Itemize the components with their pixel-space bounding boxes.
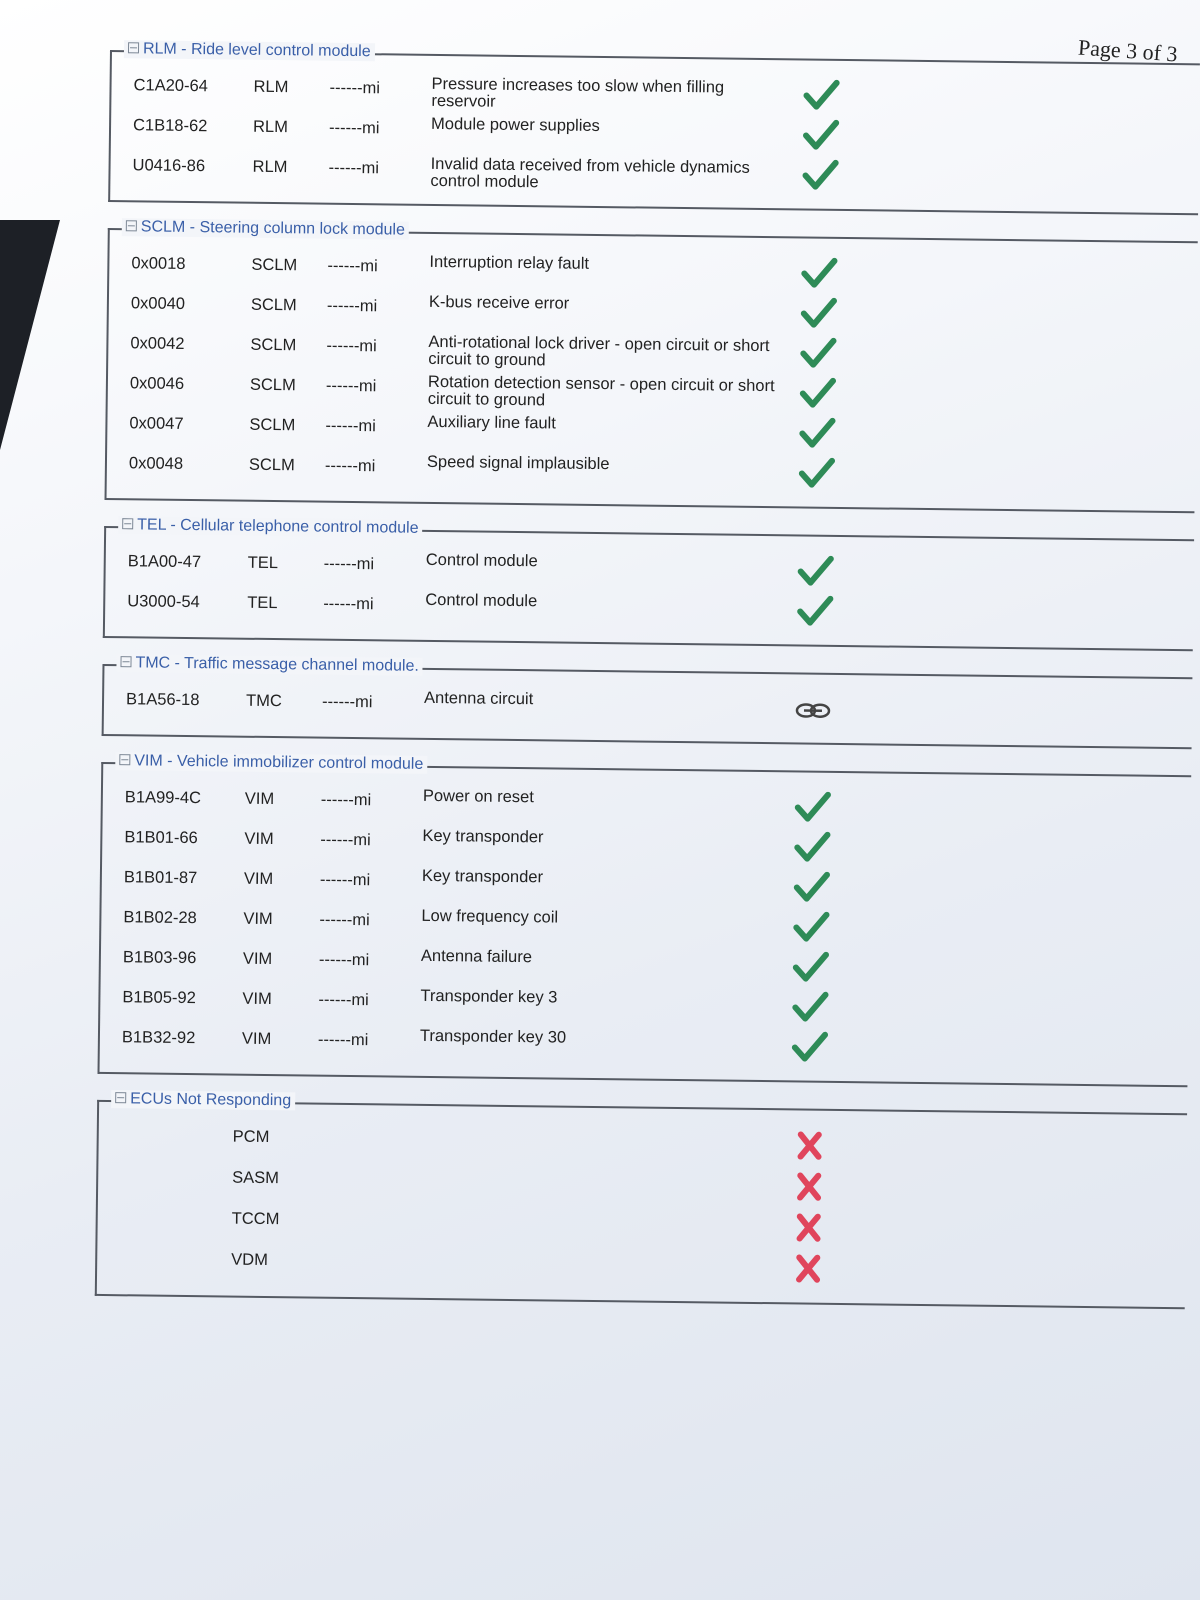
ecu-name: TCCM xyxy=(231,1209,280,1229)
check-icon xyxy=(792,830,832,866)
module-section xyxy=(97,752,1191,1087)
fault-code: B1B02-28 xyxy=(123,908,197,928)
section-title xyxy=(118,516,423,538)
fault-description: Speed signal implausible xyxy=(426,452,610,474)
collapse-icon xyxy=(126,220,137,231)
fault-description: Interruption relay fault xyxy=(429,252,590,273)
fault-code: B1B05-92 xyxy=(122,988,196,1008)
mileage: ------mi xyxy=(317,1030,369,1050)
fault-code: U3000-54 xyxy=(127,592,200,612)
section-title xyxy=(116,654,423,676)
module-name: TMC xyxy=(245,691,282,711)
check-icon xyxy=(795,554,835,590)
mileage: ------mi xyxy=(326,336,377,356)
module-name: RLM xyxy=(252,157,288,177)
fault-code: 0x0018 xyxy=(131,254,186,273)
mileage: ------mi xyxy=(320,830,371,850)
mileage: ------mi xyxy=(325,376,377,396)
fault-description: Antenna circuit xyxy=(423,688,534,709)
link-icon xyxy=(794,692,834,728)
section-title-text: SCLM - Steering column lock module xyxy=(140,218,406,239)
fault-code: U0416-86 xyxy=(132,156,206,176)
fault-code: 0x0047 xyxy=(129,414,184,433)
collapse-icon xyxy=(128,42,139,53)
mileage: ------mi xyxy=(328,158,380,178)
check-icon xyxy=(799,256,839,292)
mileage: ------mi xyxy=(321,692,373,712)
fault-code: 0x0042 xyxy=(130,334,185,353)
check-icon xyxy=(797,456,837,492)
collapse-icon xyxy=(119,754,130,765)
check-icon xyxy=(800,158,840,194)
module-section xyxy=(105,218,1198,513)
section-title xyxy=(115,752,427,774)
section-title-text: RLM - Ride level control module xyxy=(142,40,371,61)
mileage: ------mi xyxy=(318,950,370,970)
mileage: ------mi xyxy=(326,296,378,316)
check-icon xyxy=(798,336,838,372)
module-name: SCLM xyxy=(251,255,298,275)
module-name: VIM xyxy=(243,909,273,929)
fault-description: Low frequency coil xyxy=(421,906,559,927)
module-name: SCLM xyxy=(250,335,297,355)
section-title xyxy=(122,218,409,240)
module-name: SCLM xyxy=(249,415,296,435)
module-name: VIM xyxy=(242,989,272,1009)
fault-description: Anti-rotational lock driver - open circuit or short circuit to ground xyxy=(428,332,770,370)
mileage: ------mi xyxy=(320,790,372,810)
mileage: ------mi xyxy=(323,554,375,574)
fault-code: B1B03-96 xyxy=(122,948,197,968)
module-name: VIM xyxy=(243,869,274,889)
section-title-text: TEL - Cellular telephone control module xyxy=(137,516,419,537)
mileage: ------mi xyxy=(319,910,370,930)
module-name: RLM xyxy=(253,77,289,97)
mileage: ------mi xyxy=(319,870,371,890)
module-name: VIM xyxy=(244,829,274,849)
fault-code: C1A20-64 xyxy=(133,76,208,96)
check-icon xyxy=(791,910,831,946)
background-edge xyxy=(0,220,60,450)
fault-description: Invalid data received from vehicle dynamics control module xyxy=(430,154,750,192)
module-section xyxy=(108,40,1200,215)
fault-code: 0x0040 xyxy=(130,294,186,313)
mileage: ------mi xyxy=(323,594,374,614)
module-name: VIM xyxy=(242,949,273,969)
module-name: RLM xyxy=(252,117,289,137)
module-section xyxy=(103,516,1194,651)
fault-description: Pressure increases too slow when filling reservoir xyxy=(431,74,725,111)
check-icon xyxy=(792,870,832,906)
fault-code: 0x0048 xyxy=(128,454,184,473)
module-name: VIM xyxy=(244,789,275,809)
fault-description: Key transponder xyxy=(422,826,544,847)
check-icon xyxy=(795,594,835,630)
module-name: TEL xyxy=(247,593,278,613)
fault-description: Control module xyxy=(425,550,538,571)
fault-code: B1A56-18 xyxy=(125,690,200,710)
check-icon xyxy=(791,950,831,986)
collapse-icon xyxy=(115,1092,126,1103)
mileage: ------mi xyxy=(328,118,380,138)
fault-row xyxy=(104,684,1192,737)
section-title xyxy=(124,40,375,61)
check-icon xyxy=(790,990,830,1026)
fault-description: K-bus receive error xyxy=(428,292,570,313)
check-icon xyxy=(797,416,837,452)
fault-description: Rotation detection sensor - open circuit or short circuit to ground xyxy=(427,372,775,410)
section-title-text: ECUs Not Responding xyxy=(130,1090,292,1110)
mileage: ------mi xyxy=(325,416,376,436)
collapse-icon xyxy=(120,656,131,667)
cross-icon xyxy=(788,1169,828,1205)
collapse-icon xyxy=(122,518,133,529)
fault-code: 0x0046 xyxy=(129,374,185,393)
check-icon xyxy=(793,790,833,826)
mileage: ------mi xyxy=(318,990,369,1010)
fault-code: B1B01-66 xyxy=(124,828,198,848)
fault-code: B1B01-87 xyxy=(123,868,198,888)
fault-description: Transponder key 30 xyxy=(419,1026,567,1047)
module-name: SCLM xyxy=(248,455,295,475)
check-icon xyxy=(798,376,838,412)
cross-icon xyxy=(787,1210,827,1246)
fault-description: Key transponder xyxy=(421,866,544,887)
module-name: TEL xyxy=(247,553,279,573)
ecu-name: VDM xyxy=(231,1250,269,1270)
ecus-not-responding-section xyxy=(95,1090,1187,1309)
check-icon xyxy=(799,296,839,332)
mileage: ------mi xyxy=(327,256,378,276)
ecu-name: SASM xyxy=(232,1168,280,1188)
page-number: Page 3 of 3 xyxy=(1077,34,1179,67)
check-icon xyxy=(801,118,841,154)
fault-description: Power on reset xyxy=(422,786,534,807)
mileage: ------mi xyxy=(324,456,376,476)
ecu-name: PCM xyxy=(232,1127,270,1147)
module-section xyxy=(102,654,1193,749)
fault-code: B1A99-4C xyxy=(124,788,202,808)
cross-icon xyxy=(788,1128,828,1164)
fault-description: Antenna failure xyxy=(420,946,533,967)
fault-report xyxy=(94,40,1199,1335)
module-name: SCLM xyxy=(249,375,296,395)
fault-description: Control module xyxy=(425,590,538,611)
check-icon xyxy=(801,78,841,114)
fault-code: C1B18-62 xyxy=(132,116,208,136)
section-title xyxy=(111,1090,295,1110)
module-name: SCLM xyxy=(250,295,297,315)
module-name: VIM xyxy=(241,1029,272,1049)
fault-description: Transponder key 3 xyxy=(420,986,558,1007)
fault-description: Auxiliary line fault xyxy=(427,412,556,433)
mileage: ------mi xyxy=(329,78,381,98)
fault-code: B1B32-92 xyxy=(121,1028,196,1048)
fault-code: B1A00-47 xyxy=(127,552,202,572)
section-title-text: VIM - Vehicle immobilizer control module xyxy=(134,752,424,773)
fault-description: Module power supplies xyxy=(431,114,600,135)
check-icon xyxy=(790,1030,830,1066)
section-title-text: TMC - Traffic message channel module. xyxy=(135,654,419,675)
cross-icon xyxy=(787,1251,827,1287)
